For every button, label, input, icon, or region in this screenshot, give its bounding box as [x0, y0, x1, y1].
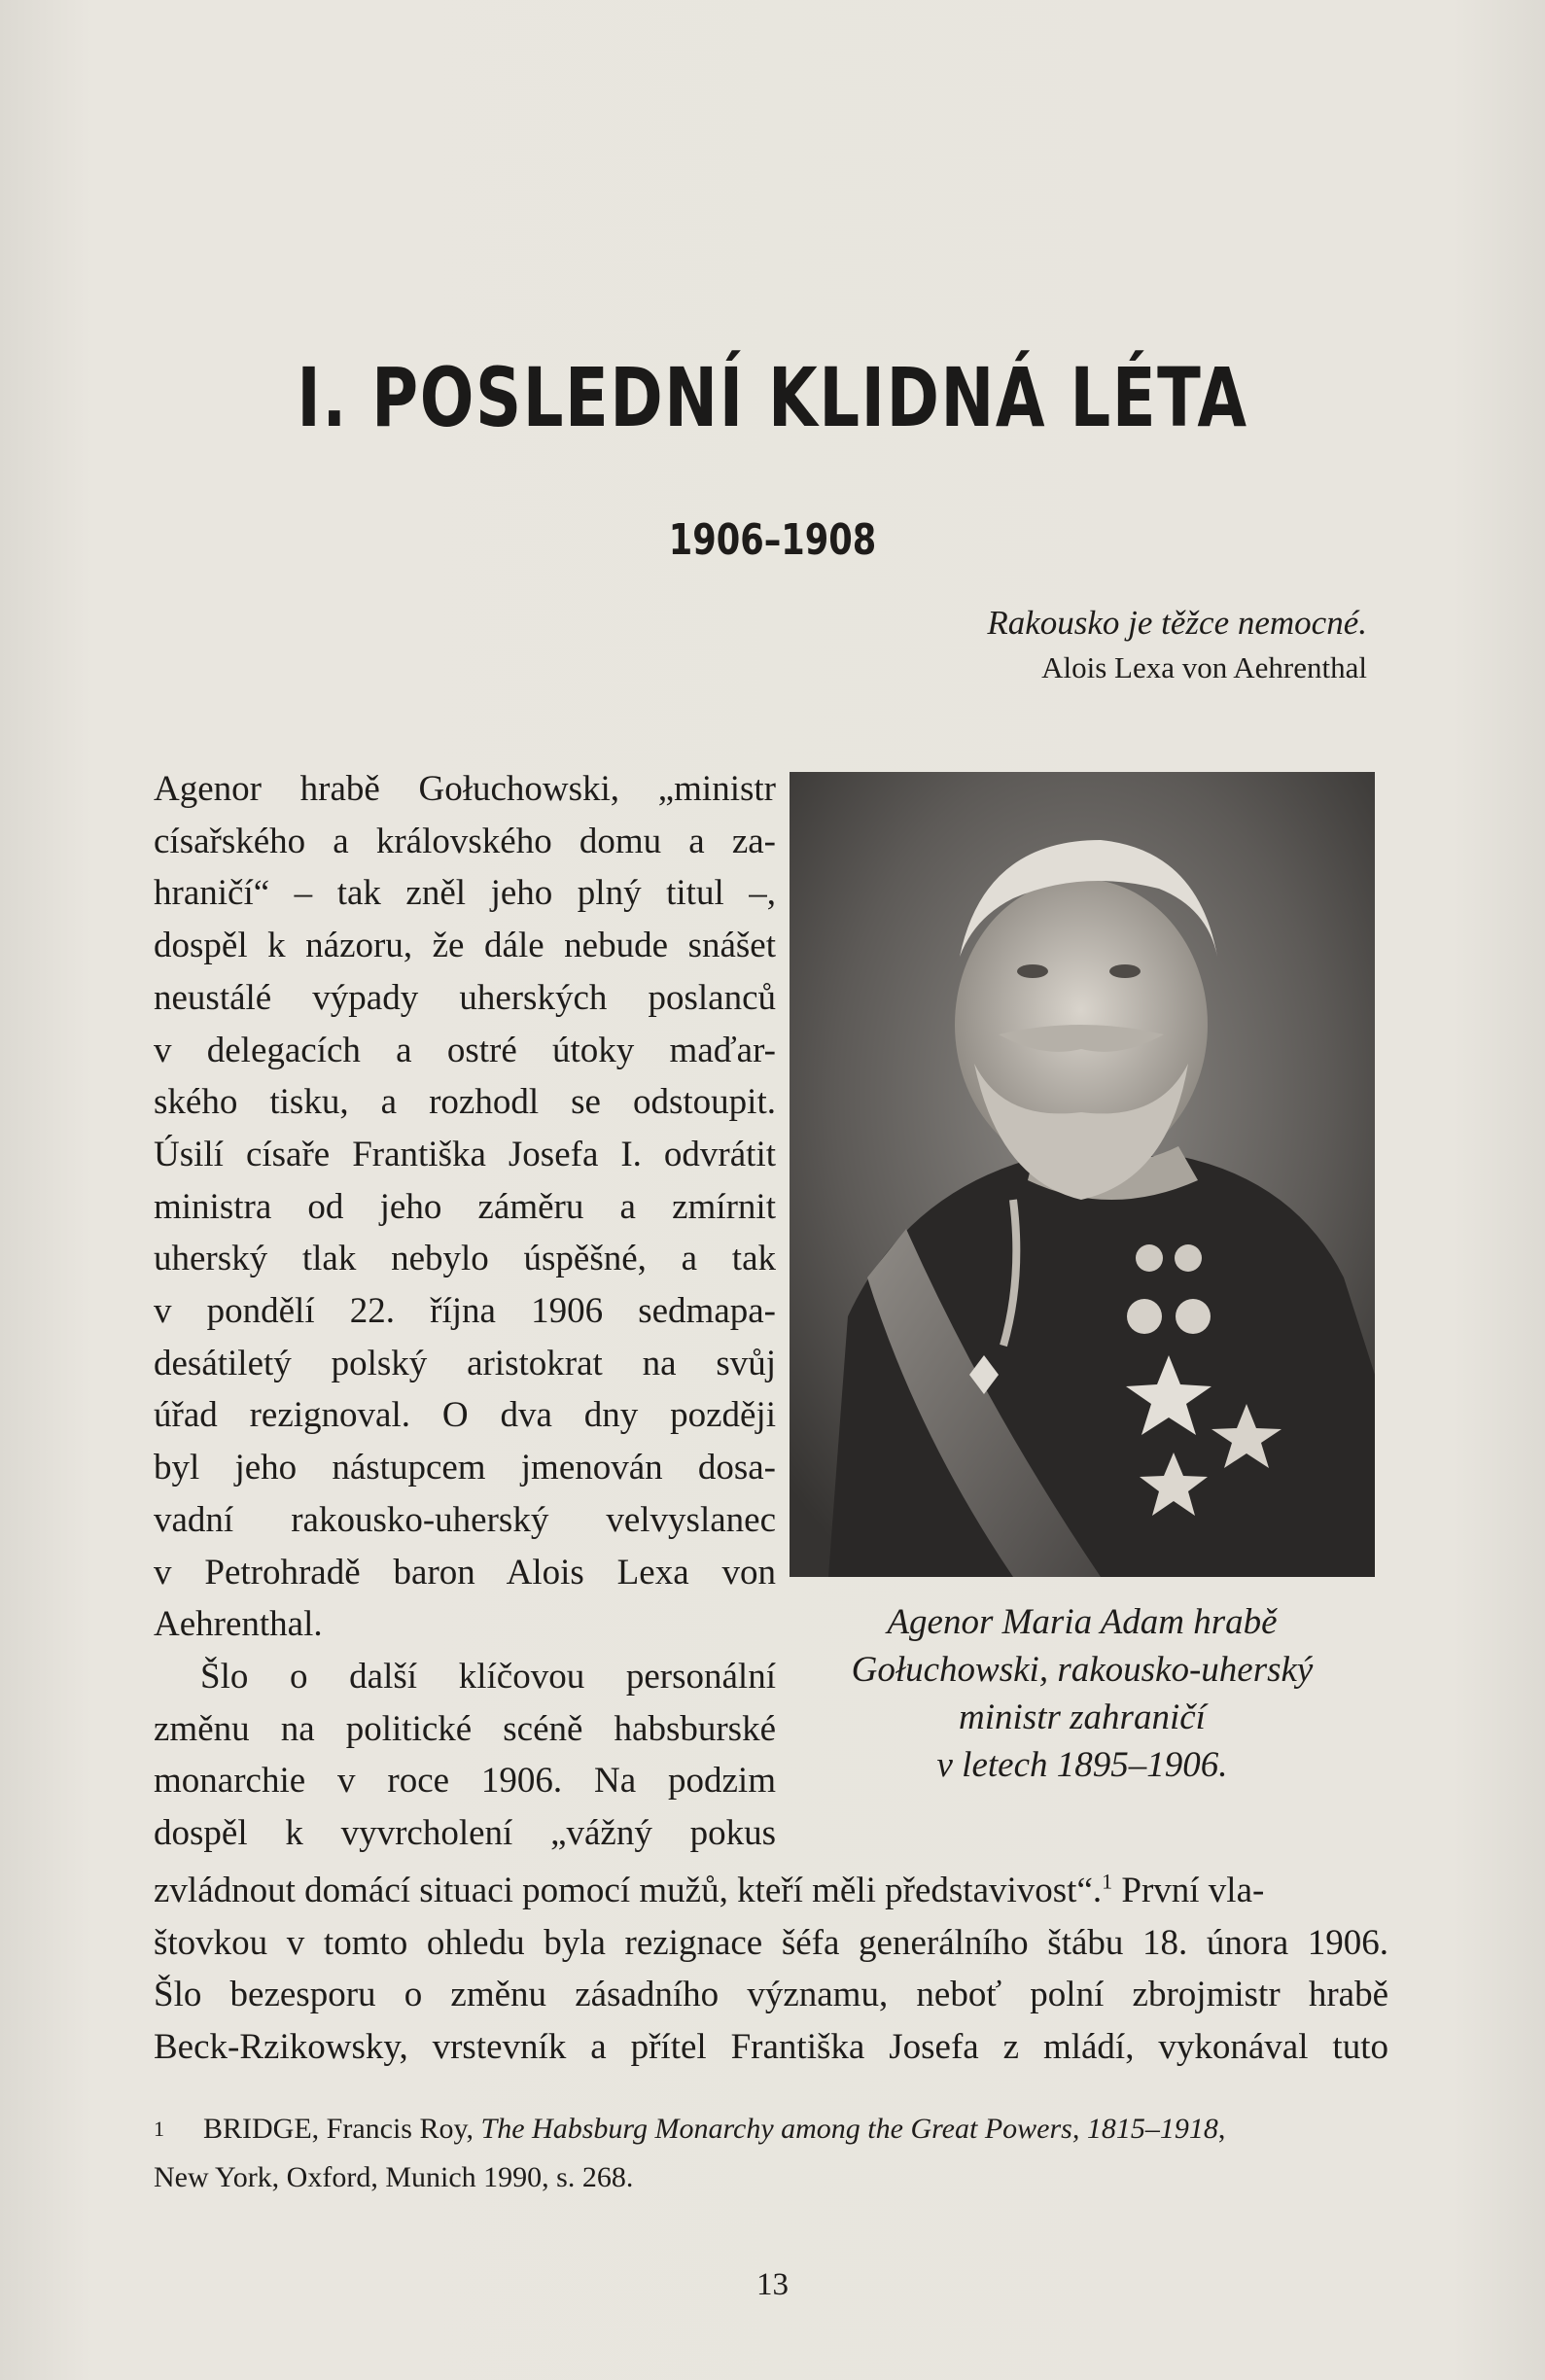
text-line: Beck-Rzikowsky, vrstevník a přítel Františka Josefa z mládí, vykonával tuto — [154, 2027, 1388, 2068]
footnote-author: BRIDGE, Francis Roy, — [203, 2113, 474, 2145]
text-line — [154, 1865, 1388, 1917]
caption-line: Agenor Maria Adam hrabě — [887, 1602, 1278, 1642]
text-line: císařského a královského domu a za- — [154, 821, 776, 861]
footnote-line — [154, 2105, 1388, 2153]
caption-line: Gołuchowski, rakousko-uherský — [851, 1650, 1314, 1690]
text-line: byl jeho nástupcem jmenován dosa- — [154, 1448, 776, 1488]
chapter-years: 1906–1908 — [668, 515, 877, 565]
text-line: ministra od jeho záměru a zmírnit — [154, 1186, 776, 1227]
text-segment: První vla- — [1112, 1871, 1265, 1910]
text-segment: zvládnout domácí situaci pomocí mužů, kteří měli představivost“. — [154, 1871, 1103, 1910]
body-paragraph-2-wide — [154, 1865, 1388, 2074]
text-line: Šlo bezesporu o změnu zásadního významu, neboť polní zbrojmistr hrabě — [154, 1975, 1388, 2015]
text-line: ského tisku, a rozhodl se odstoupit. — [154, 1082, 776, 1123]
body-paragraph-1 — [154, 763, 776, 1860]
footnote-number: 1 — [154, 2117, 164, 2141]
portrait-illustration — [790, 772, 1375, 1577]
text-line: monarchie v roce 1906. Na podzim — [154, 1761, 776, 1802]
text-line: Agenor hrabě Gołuchowski, „ministr — [154, 769, 776, 809]
text-line: v pondělí 22. října 1906 sedmapa- — [154, 1291, 776, 1332]
text-line: v delegacích a ostré útoky maďar- — [154, 1030, 776, 1070]
caption-line: v letech 1895–1906. — [936, 1745, 1228, 1785]
epigraph — [987, 601, 1367, 690]
text-line: v Petrohradě baron Alois Lexa von — [154, 1552, 776, 1592]
text-line: úřad rezignoval. O dva dny později — [154, 1395, 776, 1436]
footnote-punct: , — [1217, 2113, 1226, 2145]
footnote-line: New York, Oxford, Munich 1990, s. 268. — [154, 2161, 634, 2193]
text-line: štovkou v tomto ohledu byla rezignace šéfa generálního štábu 18. února 1906. — [154, 1922, 1388, 1963]
epigraph-quote: Rakousko je těžce nemocné. — [987, 604, 1367, 642]
text-line: dospěl k vyvrcholení „vážný pokus — [154, 1813, 776, 1854]
text-line: Aehrenthal. — [154, 1604, 323, 1645]
text-line: neustálé výpady uherských poslanců — [154, 977, 776, 1018]
text-line: hraničí“ – tak zněl jeho plný titul –, — [154, 873, 776, 914]
text-line: Šlo o další klíčovou personální — [200, 1656, 776, 1697]
footnote — [154, 2105, 1388, 2202]
footnote-title: The Habsburg Monarchy among the Great Powers, 1815–1918 — [480, 2113, 1218, 2145]
footnote-reference: 1 — [1102, 1869, 1113, 1894]
text-line: vadní rakousko-uherský velvyslanec — [154, 1499, 776, 1540]
caption-line: ministr zahraničí — [959, 1698, 1206, 1737]
text-line: změnu na politické scéně habsburské — [154, 1708, 776, 1749]
photo-caption — [790, 1598, 1375, 1789]
epigraph-author: Alois Lexa von Aehrenthal — [1041, 650, 1367, 684]
portrait-photo — [790, 772, 1375, 1577]
page-number: 13 — [756, 2267, 789, 2302]
text-line: desátiletý polský aristokrat na svůj — [154, 1343, 776, 1383]
text-line: dospěl k názoru, že dále nebude snášet — [154, 926, 776, 966]
text-line: uherský tlak nebylo úspěšné, a tak — [154, 1239, 776, 1279]
chapter-title: I. POSLEDNÍ KLIDNÁ LÉTA — [297, 350, 1248, 445]
text-line: Úsilí císaře Františka Josefa I. odvrátit — [154, 1134, 776, 1174]
